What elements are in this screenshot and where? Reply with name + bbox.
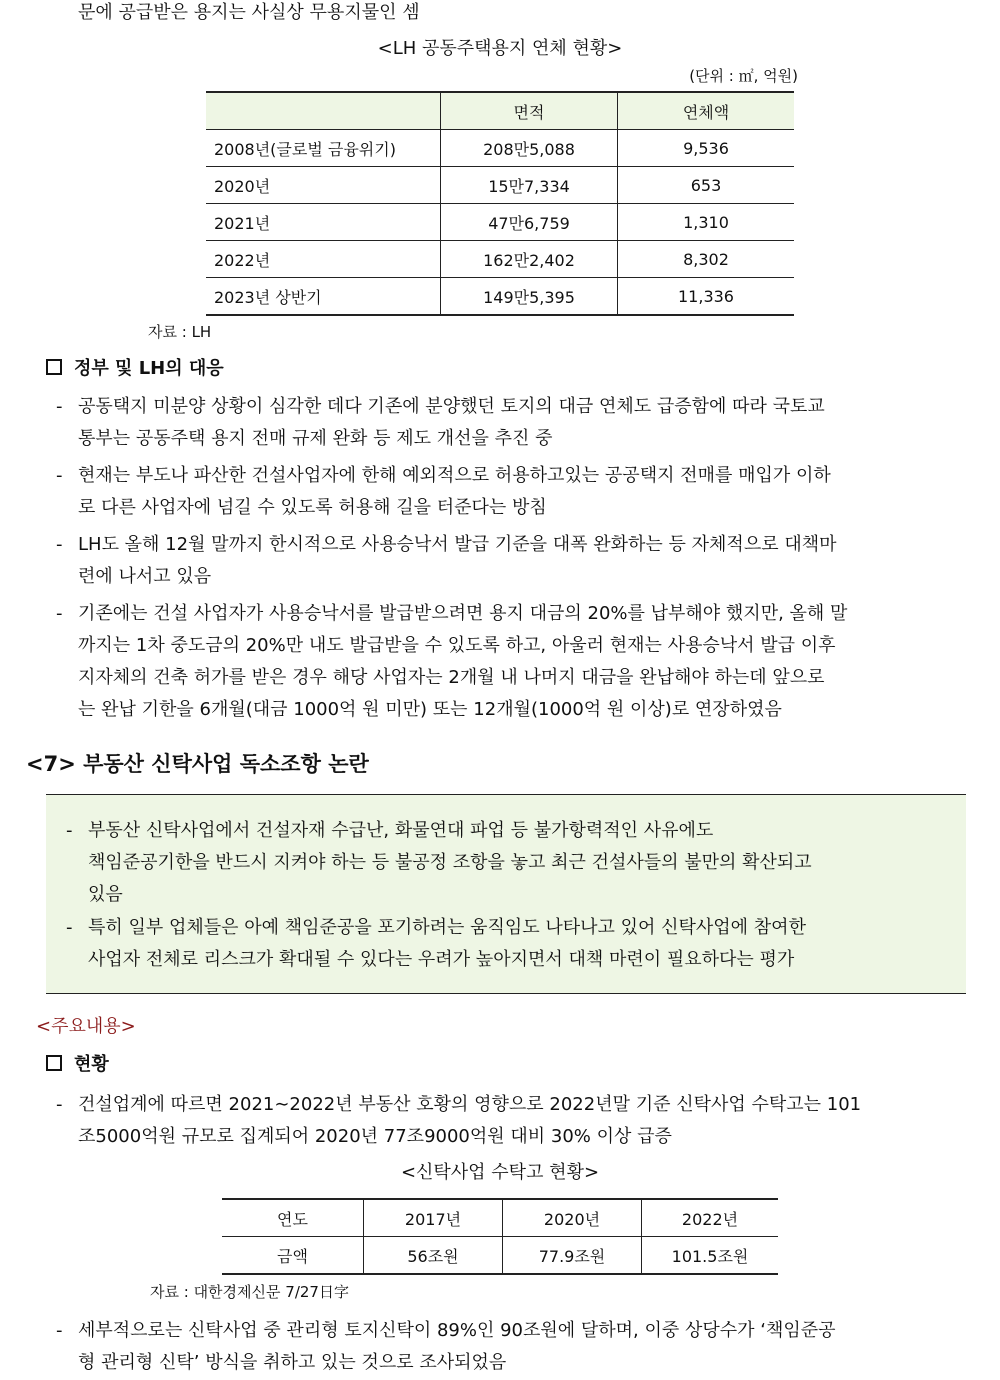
bullet-line: 로 다른 사업자에 넘길 수 있도록 허용해 길을 터준다는 방침 — [78, 497, 547, 518]
table-cell: 2022년 — [206, 241, 441, 278]
bullet-line: 통부는 공동주택 용지 전매 규제 완화 등 제도 개선을 추진 중 — [78, 428, 553, 449]
table-cell: 2008년(글로벌 금융위기) — [206, 130, 441, 167]
summary-line: 특히 일부 업체들은 아예 책임준공을 포기하려는 움직임도 나타나고 있어 신탁사업에 참여한 — [88, 917, 806, 938]
dash-icon: - — [56, 603, 63, 624]
table-row — [206, 278, 794, 316]
table2-source: 자료 : 대한경제신문 7/27日字 — [150, 1283, 349, 1301]
table-row — [206, 167, 794, 204]
dash-icon: - — [56, 1320, 63, 1341]
summary-box — [46, 794, 966, 994]
section7-title: <7> 부동산 신탁사업 독소조항 논란 — [26, 752, 369, 776]
dash-icon: - — [56, 1094, 63, 1115]
bullet-line: 기존에는 건설 사업자가 사용승낙서를 발급받으려면 용지 대금의 20%를 납부해야 했지만, 올해 말 — [78, 603, 848, 624]
bullet-line: 조5000억원 규모로 집계되어 2020년 77조9000억원 대비 30% 이상 급증 — [78, 1126, 672, 1147]
bullet-line: 까지는 1차 중도금의 20%만 내도 발급받을 수 있도록 하고, 아울러 현재는 사용승낙서 발급 이후 — [78, 635, 836, 656]
table-header-cell: 면적 — [441, 92, 618, 130]
table-header-cell: 연체액 — [618, 92, 795, 130]
table-cell: 11,336 — [618, 278, 795, 316]
bullet-line: 현재는 부도나 파산한 건설사업자에 한해 예외적으로 허용하고있는 공공택지 전매를 매입가 이하 — [78, 465, 831, 486]
section-heading-status — [46, 1048, 109, 1082]
checkbox-square-icon — [46, 1055, 62, 1071]
bullet-line: 지자체의 건축 허가를 받은 경우 해당 사업자는 2개월 내 나머지 대금을 완납해야 하는데 앞으로 — [78, 667, 825, 688]
table-cell: 653 — [618, 167, 795, 204]
table-row — [206, 241, 794, 278]
table-header-cell: 2017년 — [364, 1199, 503, 1237]
table-header-cell: 2020년 — [503, 1199, 642, 1237]
lh-arrears-table — [206, 91, 794, 316]
table-cell: 208만5,088 — [441, 130, 618, 167]
dash-icon: - — [66, 917, 73, 938]
trust-volume-table — [222, 1198, 778, 1275]
table-cell: 1,310 — [618, 204, 795, 241]
table-cell: 15만7,334 — [441, 167, 618, 204]
table-cell: 56조원 — [364, 1237, 503, 1275]
table-row — [206, 130, 794, 167]
table-cell: 8,302 — [618, 241, 795, 278]
summary-line: 사업자 전체로 리스크가 확대될 수 있다는 우려가 높아지면서 대책 마련이 필요하다는 평가 — [88, 949, 795, 970]
table1-unit: (단위 : ㎡, 억원) — [689, 67, 798, 85]
table-cell: 77.9조원 — [503, 1237, 642, 1275]
bullet-line: 련에 나서고 있음 — [78, 566, 212, 587]
table-cell: 금액 — [222, 1237, 364, 1275]
summary-line: 부동산 신탁사업에서 건설자재 수급난, 화물연대 파업 등 불가항력적인 사유에도 — [88, 820, 714, 841]
table2-title: <신탁사업 수탁고 현황> — [400, 1162, 600, 1183]
table-cell: 9,536 — [618, 130, 795, 167]
table-header-cell: 연도 — [222, 1199, 364, 1237]
table-cell: 47만6,759 — [441, 204, 618, 241]
table-cell: 162만2,402 — [441, 241, 618, 278]
dash-icon: - — [56, 465, 63, 486]
main-content-label: <주요내용> — [36, 1016, 136, 1037]
table-cell: 101.5조원 — [642, 1237, 779, 1275]
dash-icon: - — [56, 396, 63, 417]
bullet-line: 는 완납 기한을 6개월(대금 1000억 원 미만) 또는 12개월(1000억 원 이상)로 연장하였음 — [78, 699, 782, 720]
checkbox-square-icon — [46, 359, 62, 375]
table-header-cell: 2022년 — [642, 1199, 779, 1237]
table-cell: 2020년 — [206, 167, 441, 204]
section-heading-text: 현황 — [74, 1054, 109, 1075]
section-heading-text: 정부 및 LH의 대응 — [74, 358, 224, 379]
intro-line: 문에 공급받은 용지는 사실상 무용지물인 셈 — [78, 2, 420, 23]
table-header-row — [206, 92, 794, 130]
summary-line: 책임준공기한을 반드시 지켜야 하는 등 불공정 조항을 놓고 최근 건설사들의 불만의 확산되고 — [88, 852, 812, 873]
table-cell: 2023년 상반기 — [206, 278, 441, 316]
table1-title: <LH 공동주택용지 연체 현황> — [377, 38, 623, 59]
bullet-line: 건설업계에 따르면 2021∼2022년 부동산 호황의 영향으로 2022년말 기준 신탁사업 수탁고는 101 — [78, 1094, 862, 1115]
table-row — [206, 204, 794, 241]
bullet-line: 공동택지 미분양 상황이 심각한 데다 기존에 분양했던 토지의 대금 연체도 급증함에 따라 국토교 — [78, 396, 825, 417]
table1-source: 자료 : LH — [148, 323, 212, 341]
bullet-line: LH도 올해 12월 말까지 한시적으로 사용승낙서 발급 기준을 대폭 완화하는 등 자체적으로 대책마 — [78, 534, 837, 555]
bullet-line: 형 관리형 신탁’ 방식을 취하고 있는 것으로 조사되었음 — [78, 1352, 507, 1373]
table-header-row — [222, 1199, 778, 1237]
table-cell: 2021년 — [206, 204, 441, 241]
table-cell: 149만5,395 — [441, 278, 618, 316]
dash-icon: - — [66, 820, 73, 841]
dash-icon: - — [56, 534, 63, 555]
section-heading-response — [46, 352, 224, 386]
table-header-cell — [206, 92, 441, 130]
bullet-line: 세부적으로는 신탁사업 중 관리형 토지신탁이 89%인 90조원에 달하며, 이중 상당수가 ‘책임준공 — [78, 1320, 836, 1341]
summary-line: 있음 — [88, 884, 123, 905]
table-row — [222, 1237, 778, 1275]
